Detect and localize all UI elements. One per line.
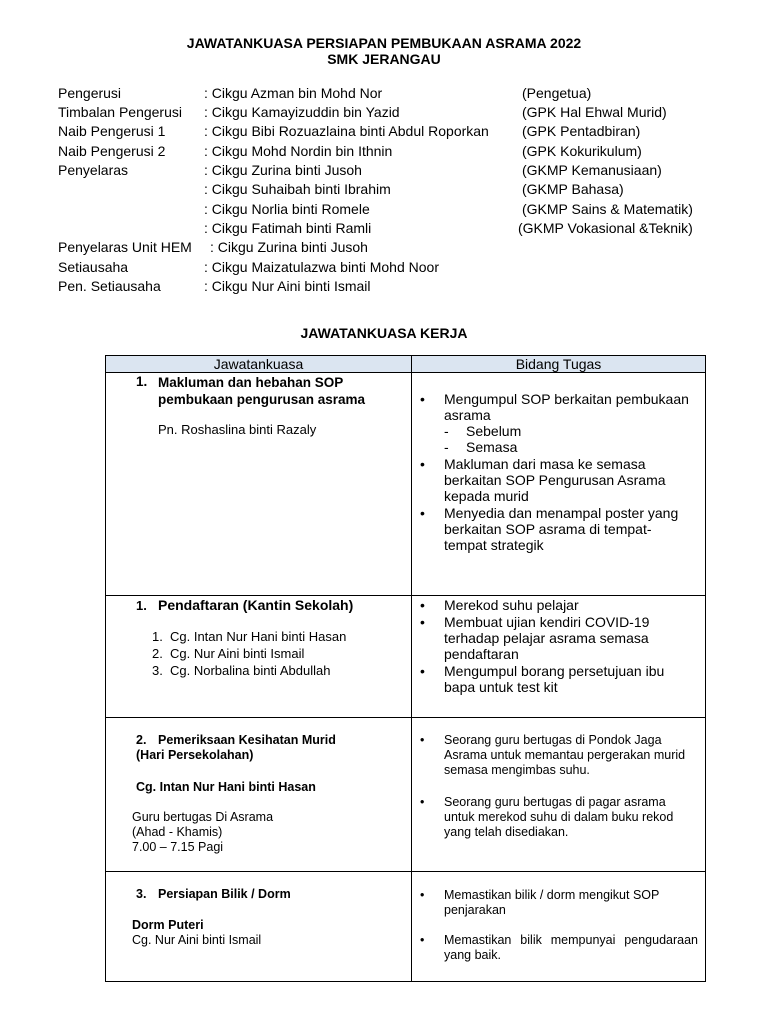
table-row bbox=[106, 596, 706, 718]
item-number: 3. bbox=[136, 887, 147, 901]
task-item: • Mengumpul SOP berkaitan pembukaan asrama bbox=[412, 391, 692, 423]
committee-person: Cg. Intan Nur Hani binti Hasan bbox=[136, 780, 316, 794]
committee-cell bbox=[106, 373, 412, 596]
column-header-committee: Jawatankuasa bbox=[106, 356, 412, 373]
committee-person: Pn. Roshaslina binti Razaly bbox=[158, 422, 317, 437]
task-subitem: - Sebelum bbox=[412, 423, 692, 439]
member-list bbox=[152, 628, 346, 679]
member-number: 2. bbox=[152, 646, 163, 661]
duty-info bbox=[132, 810, 273, 855]
member-name: Cg. Norbalina binti Abdullah bbox=[170, 663, 331, 678]
member-item bbox=[152, 662, 346, 679]
tasks-cell bbox=[412, 596, 706, 718]
committee-table bbox=[105, 355, 706, 982]
org-role: Naib Pengerusi 2 bbox=[58, 143, 166, 159]
tasks-cell bbox=[412, 373, 706, 596]
org-note: (GPK Pentadbiran) bbox=[522, 123, 641, 139]
task-list bbox=[412, 718, 694, 840]
task-item: • Memastikan bilik / dorm mengikut SOP penjarakan bbox=[412, 888, 698, 918]
committee-title: Makluman dan hebahan SOP pembukaan pengurusan asrama bbox=[158, 375, 366, 407]
member-name: Cg. Nur Aini binti Ismail bbox=[170, 646, 305, 661]
item-number: 2. bbox=[136, 733, 147, 747]
org-role: Penyelaras bbox=[58, 162, 129, 178]
org-note: (GKMP Sains & Matematik) bbox=[522, 201, 693, 217]
org-role: Naib Pengerusi 1 bbox=[58, 123, 166, 139]
member-number: 3. bbox=[152, 663, 163, 678]
document-title: JAWATANKUASA PERSIAPAN PEMBUKAAN ASRAMA 2022 bbox=[186, 35, 582, 51]
task-item: • Memastikan bilik mempunyai pengudaraan yang baik. bbox=[412, 933, 698, 963]
table-header-row bbox=[106, 356, 706, 373]
org-name: : Cikgu Mohd Nordin bin Ithnin bbox=[204, 143, 393, 159]
member-item bbox=[152, 628, 346, 645]
task-item: • Membuat ujian kendiri COVID-19 terhadap pelajar asrama semasa pendaftaran bbox=[412, 614, 694, 662]
committee-title: Pemeriksaan Kesihatan Murid bbox=[158, 733, 336, 747]
org-name: : Cikgu Kamayizuddin bin Yazid bbox=[204, 104, 400, 120]
task-item: • Mengumpul borang persetujuan ibu bapa untuk test kit bbox=[412, 663, 694, 695]
member-item bbox=[152, 645, 346, 662]
member-name: Cg. Intan Nur Hani binti Hasan bbox=[170, 629, 347, 644]
section-title: JAWATANKUASA KERJA bbox=[300, 325, 468, 341]
org-name: : Cikgu Bibi Rozuazlaina binti Abdul Roporkan bbox=[204, 123, 489, 139]
task-subitem: - Semasa bbox=[412, 439, 692, 455]
org-note: (GKMP Kemanusiaan) bbox=[522, 162, 662, 178]
duty-line: Guru bertugas Di Asrama bbox=[132, 810, 274, 824]
item-number: 1. bbox=[136, 374, 148, 389]
school-name: SMK JERANGAU bbox=[327, 51, 441, 67]
org-note: (Pengetua) bbox=[522, 85, 592, 101]
task-item: • Seorang guru bertugas di pagar asrama untuk merekod suhu di dalam buku rekod yang telah disediakan. bbox=[412, 795, 694, 840]
org-role: Pen. Setiausaha bbox=[58, 278, 161, 294]
org-name: : Cikgu Zurina binti Jusoh bbox=[204, 162, 362, 178]
task-item: • Menyedia dan menampal poster yang berkaitan SOP asrama di tempat-tempat strategik bbox=[412, 505, 692, 553]
org-note: (GPK Kokurikulum) bbox=[522, 143, 642, 159]
org-name: : Cikgu Fatimah binti Ramli bbox=[204, 220, 372, 236]
task-item: • Makluman dari masa ke semasa berkaitan SOP Pengurusan Asrama kepada murid bbox=[412, 456, 692, 504]
task-list bbox=[412, 872, 698, 963]
org-name: : Cikgu Suhaibah binti Ibrahim bbox=[204, 181, 391, 197]
committee-cell bbox=[106, 872, 412, 982]
org-note: (GKMP Vokasional &Teknik) bbox=[518, 220, 693, 236]
committee-person: Cg. Nur Aini binti Ismail bbox=[132, 933, 262, 947]
task-item: • Merekod suhu pelajar bbox=[412, 597, 694, 613]
tasks-cell bbox=[412, 872, 706, 982]
member-number: 1. bbox=[152, 629, 163, 644]
duty-line: 7.00 – 7.15 Pagi bbox=[132, 840, 224, 854]
table-row bbox=[106, 718, 706, 872]
group-name: Dorm Puteri bbox=[132, 918, 204, 932]
task-item: • Seorang guru bertugas di Pondok Jaga Asrama untuk memantau pergerakan murid semasa mengimbas suhu. bbox=[412, 733, 694, 778]
table-row bbox=[106, 872, 706, 982]
org-name: : Cikgu Zurina binti Jusoh bbox=[210, 239, 368, 255]
org-name: : Cikgu Norlia binti Romele bbox=[204, 201, 370, 217]
item-number: 1. bbox=[136, 598, 147, 613]
tasks-cell bbox=[412, 718, 706, 872]
org-name: : Cikgu Nur Aini binti Ismail bbox=[204, 278, 371, 294]
committee-cell bbox=[106, 718, 412, 872]
org-note: (GKMP Bahasa) bbox=[522, 181, 624, 197]
table-row bbox=[106, 373, 706, 596]
task-list bbox=[412, 373, 692, 553]
column-header-tasks: Bidang Tugas bbox=[412, 356, 706, 373]
committee-subtitle: (Hari Persekolahan) bbox=[136, 748, 254, 762]
committee-title: Persiapan Bilik / Dorm bbox=[158, 887, 291, 901]
task-list bbox=[412, 596, 694, 695]
org-name: : Cikgu Azman bin Mohd Nor bbox=[204, 85, 383, 101]
committee-title: Pendaftaran (Kantin Sekolah) bbox=[158, 597, 354, 613]
committee-cell bbox=[106, 596, 412, 718]
org-role: Setiausaha bbox=[58, 259, 129, 275]
org-role: Pengerusi bbox=[58, 85, 122, 101]
org-name: : Cikgu Maizatulazwa binti Mohd Noor bbox=[204, 259, 439, 275]
org-note: (GPK Hal Ehwal Murid) bbox=[522, 104, 667, 120]
org-role: Timbalan Pengerusi bbox=[58, 104, 182, 120]
org-role: Penyelaras Unit HEM bbox=[58, 239, 192, 255]
duty-line: (Ahad - Khamis) bbox=[132, 825, 223, 839]
